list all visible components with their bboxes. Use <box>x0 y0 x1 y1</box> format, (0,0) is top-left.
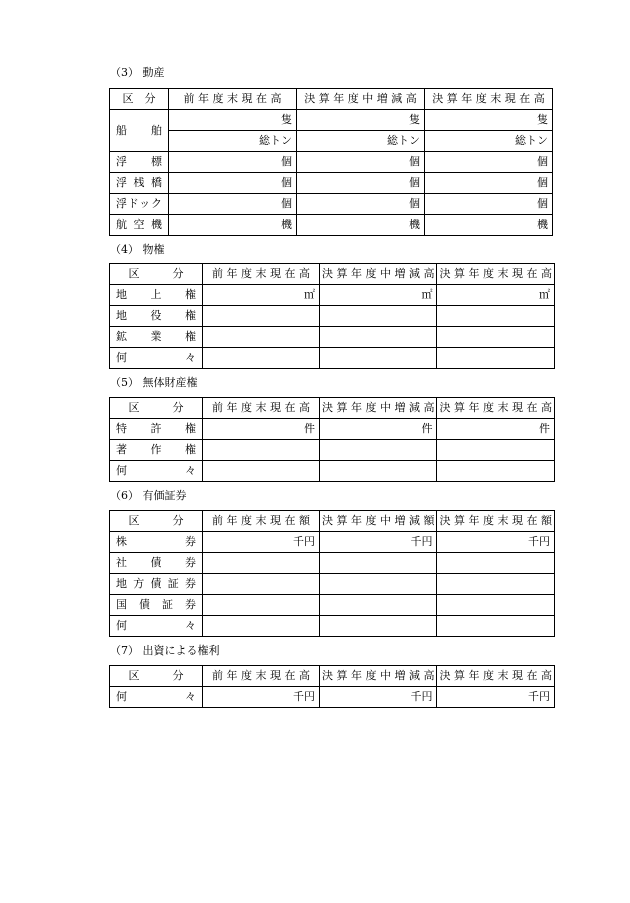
unit-cell: 千円 <box>320 687 437 708</box>
unit-cell: 隻 <box>425 110 553 131</box>
table-header-row <box>110 666 555 687</box>
unit-cell: 千円 <box>320 532 437 553</box>
unit-cell: 千円 <box>203 532 320 553</box>
table-row <box>110 440 555 461</box>
section-title-investment: （7） 出資による権利 <box>110 644 220 657</box>
unit-cell <box>437 348 554 369</box>
unit-cell: 千円 <box>437 687 554 708</box>
table-row <box>110 285 555 306</box>
unit-cell <box>203 616 320 637</box>
table-movable <box>109 88 553 236</box>
header-current-year: 決 算 年 度 末 現 在 額 <box>437 511 554 532</box>
table-row <box>110 616 555 637</box>
unit-cell <box>203 553 320 574</box>
row-label: 浮 標 <box>110 152 169 173</box>
table-header-row <box>110 89 553 110</box>
unit-cell: ㎡ <box>437 285 554 306</box>
section-title-intangible: （5） 無体財産権 <box>110 376 198 389</box>
header-change: 決 算 年 度 中 増 減 高 <box>320 264 437 285</box>
section-title-movable: （3） 動産 <box>110 66 165 79</box>
unit-cell <box>203 327 320 348</box>
unit-cell: 件 <box>320 419 437 440</box>
unit-cell <box>437 616 554 637</box>
unit-cell <box>320 595 437 616</box>
unit-cell <box>203 595 320 616</box>
section-title-property-rights: （4） 物権 <box>110 243 165 256</box>
table-row <box>110 553 555 574</box>
unit-cell <box>320 306 437 327</box>
table-securities <box>109 510 555 637</box>
unit-cell: 個 <box>169 194 297 215</box>
header-category: 区 分 <box>110 89 169 110</box>
table-header-row <box>110 264 555 285</box>
header-prev-year: 前 年 度 末 現 在 高 <box>169 89 297 110</box>
table-row <box>110 461 555 482</box>
unit-cell <box>320 616 437 637</box>
unit-cell <box>437 327 554 348</box>
row-label: 浮ドック <box>110 194 169 215</box>
header-change: 決 算 年 度 中 増 減 高 <box>320 398 437 419</box>
row-label: 地 役 権 <box>110 306 203 327</box>
row-label: 社 債 券 <box>110 553 203 574</box>
header-category: 区 分 <box>110 511 203 532</box>
header-change: 決 算 年 度 中 増 減 額 <box>320 511 437 532</box>
unit-cell <box>437 553 554 574</box>
unit-cell: 機 <box>169 215 297 236</box>
unit-cell: 機 <box>425 215 553 236</box>
table-row <box>110 327 555 348</box>
header-prev-year: 前 年 度 末 現 在 高 <box>203 398 320 419</box>
unit-cell: 個 <box>425 173 553 194</box>
row-label: 何 々 <box>110 348 203 369</box>
unit-cell: 個 <box>297 152 425 173</box>
header-category: 区 分 <box>110 666 203 687</box>
row-label: 地方債証券 <box>110 574 203 595</box>
row-label: 地 上 権 <box>110 285 203 306</box>
unit-cell: 件 <box>437 419 554 440</box>
unit-cell <box>437 595 554 616</box>
row-label: 航 空 機 <box>110 215 169 236</box>
unit-cell: 個 <box>297 194 425 215</box>
table-row <box>110 348 555 369</box>
unit-cell: 件 <box>203 419 320 440</box>
row-label: 船 舶 <box>110 110 169 152</box>
header-change: 決 算 年 度 中 増 減 高 <box>320 666 437 687</box>
table-header-row <box>110 398 555 419</box>
header-prev-year: 前 年 度 末 現 在 額 <box>203 511 320 532</box>
unit-cell: 総トン <box>297 131 425 152</box>
unit-cell <box>437 574 554 595</box>
unit-cell <box>203 574 320 595</box>
header-prev-year: 前 年 度 末 現 在 高 <box>203 666 320 687</box>
unit-cell: 総トン <box>425 131 553 152</box>
unit-cell <box>437 461 554 482</box>
table-row <box>110 215 553 236</box>
header-current-year: 決 算 年 度 末 現 在 高 <box>425 89 553 110</box>
unit-cell: 個 <box>169 152 297 173</box>
header-current-year: 決 算 年 度 末 現 在 高 <box>437 398 554 419</box>
unit-cell <box>203 440 320 461</box>
table-row <box>110 152 553 173</box>
header-current-year: 決 算 年 度 末 現 在 高 <box>437 264 554 285</box>
table-row <box>110 131 553 152</box>
unit-cell <box>320 348 437 369</box>
unit-cell <box>320 440 437 461</box>
unit-cell: 個 <box>425 152 553 173</box>
unit-cell: 総トン <box>169 131 297 152</box>
row-label: 浮 桟 橋 <box>110 173 169 194</box>
header-category: 区 分 <box>110 264 203 285</box>
table-row <box>110 173 553 194</box>
table-row <box>110 306 555 327</box>
header-change: 決 算 年 度 中 増 減 高 <box>297 89 425 110</box>
unit-cell: ㎡ <box>320 285 437 306</box>
unit-cell: 個 <box>297 173 425 194</box>
header-category: 区 分 <box>110 398 203 419</box>
unit-cell <box>437 440 554 461</box>
table-header-row <box>110 511 555 532</box>
table-investment <box>109 665 555 708</box>
table-row <box>110 110 553 131</box>
unit-cell <box>203 461 320 482</box>
table-row <box>110 419 555 440</box>
row-label: 鉱 業 権 <box>110 327 203 348</box>
table-row <box>110 532 555 553</box>
header-current-year: 決 算 年 度 末 現 在 高 <box>437 666 554 687</box>
table-row <box>110 194 553 215</box>
unit-cell <box>320 553 437 574</box>
table-row <box>110 687 555 708</box>
unit-cell: 個 <box>425 194 553 215</box>
table-intangible <box>109 397 555 482</box>
row-label: 何 々 <box>110 616 203 637</box>
row-label: 何 々 <box>110 687 203 708</box>
row-label: 国 債 証 券 <box>110 595 203 616</box>
header-prev-year: 前 年 度 末 現 在 高 <box>203 264 320 285</box>
unit-cell: 隻 <box>169 110 297 131</box>
unit-cell <box>437 306 554 327</box>
row-label: 何 々 <box>110 461 203 482</box>
table-row <box>110 574 555 595</box>
unit-cell: 千円 <box>203 687 320 708</box>
unit-cell <box>203 306 320 327</box>
section-title-securities: （6） 有価証券 <box>110 489 187 502</box>
table-property-rights <box>109 263 555 369</box>
unit-cell: 個 <box>169 173 297 194</box>
unit-cell <box>203 348 320 369</box>
unit-cell: 千円 <box>437 532 554 553</box>
unit-cell <box>320 461 437 482</box>
unit-cell: 機 <box>297 215 425 236</box>
row-label: 特 許 権 <box>110 419 203 440</box>
unit-cell: 隻 <box>297 110 425 131</box>
table-row <box>110 595 555 616</box>
unit-cell <box>320 574 437 595</box>
unit-cell <box>320 327 437 348</box>
row-label: 株 券 <box>110 532 203 553</box>
row-label: 著 作 権 <box>110 440 203 461</box>
unit-cell: ㎡ <box>203 285 320 306</box>
